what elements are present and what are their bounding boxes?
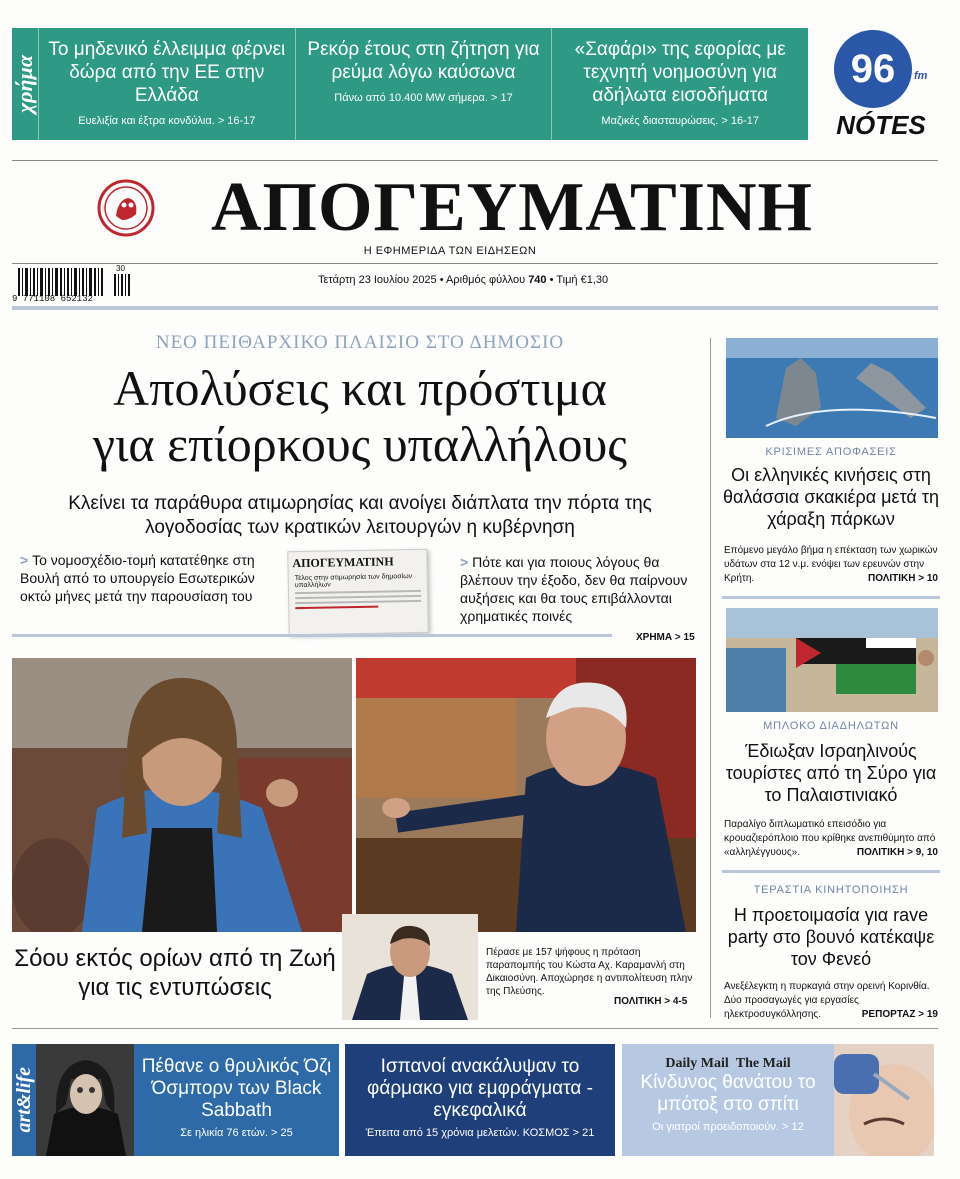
teaser-title: Το μηδενικό έλλειμμα φέρνει δώρα από την ΕΕ στην Ελλάδα — [48, 39, 286, 106]
price: €1,30 — [580, 274, 609, 286]
divider — [12, 160, 938, 161]
lead-headline-line1: Απολύσεις και πρόστιμα — [113, 360, 607, 416]
sidebar-1-kicker: ΚΡΙΣΙΜΕΣ ΑΠΟΦΑΣΕΙΣ — [765, 446, 897, 458]
bottom-teaser-1-title: Πέθανε ο θρυλικός Όζι Όσμπορν των Black Sabbath — [141, 1056, 332, 1121]
top-teaser-1[interactable] — [38, 28, 295, 140]
mini-paper-headline: Τέλος στην ατιμωρησία των δημοσίων υπαλλήλων — [294, 573, 413, 590]
issue-number: 740 — [528, 274, 547, 286]
brand-daily-mail: Daily Mail — [665, 1056, 729, 1071]
photo-speaker-man — [356, 658, 696, 932]
photo-story-caption: Πέρασε με 157 ψήφους η πρόταση παραπομπής του Κώστα Αχ. Καραμανλή στη Δικαιοσύνη. Αποχώρησε η αντιπολίτευση πλην της Πλεύσης. — [486, 947, 693, 997]
lead-deck: Κλείνει τα παράθυρα ατιμωρησίας και ανοίγει διάπλατα την πόρτα της λογοδοσίας των κρατικών λειτουργών η κυβέρνηση — [68, 493, 652, 538]
brand-the-mail: The Mail — [735, 1056, 791, 1071]
divider — [722, 596, 940, 599]
radio-logo-number: 96 — [834, 30, 912, 108]
chevron-right-icon: > — [20, 552, 33, 568]
bottom-teaser-1[interactable] — [12, 1044, 339, 1156]
photo-story-headline[interactable]: Σόου εκτός ορίων από τη Ζωή για τις εντυπώσεις — [14, 945, 336, 1001]
partner-brand — [622, 1056, 834, 1072]
top-teaser-band — [12, 28, 808, 140]
top-band-section-label: χρήμα — [12, 54, 37, 114]
lead-bullet-left: > Το νομοσχέδιο-τομή κατατέθηκε στη Βουλή από το υπουργείο Εσωτερικών οκτώ μήνες μετά την παρουσίαση του — [20, 552, 255, 604]
teaser-sub: Πάνω από 10.400 MW σήμερα. > 17 — [334, 92, 513, 104]
lead-headline[interactable] — [10, 360, 710, 472]
lead-page-ref[interactable]: ΧΡΗΜΑ > 15 — [636, 632, 695, 643]
masthead-title: ΑΠΟΓΕΥΜΑΤΙΝΗ — [211, 169, 813, 246]
masthead-subtitle: Η ΕΦΗΜΕΡΙΔΑ ΤΩΝ ΕΙΔΗΣΕΩΝ — [363, 245, 537, 257]
divider — [12, 263, 938, 264]
sidebar-1-headline[interactable]: Οι ελληνικές κινήσεις στη θαλάσσια σκακιέρα μετά τη χάραξη πάρκων — [723, 465, 939, 529]
lead-headline-line2: για επίορκους υπαλλήλους — [92, 416, 628, 472]
sidebar-1-body: Επόμενο μεγάλο βήμα η επέκταση των χωρικών υδάτων στα 12 ν.μ. ενόψει των ερευνών στην Κρήτη. ΠΟΛΙΤΙΚΗ > 10 — [724, 545, 938, 584]
photo-speaker-woman — [12, 658, 352, 932]
divider — [12, 634, 612, 637]
photo-story-page-ref[interactable]: ΠΟΛΙΤΙΚΗ > 4-5 — [614, 996, 688, 1007]
teaser-title: «Σαφάρι» της εφορίας με τεχνητή νοημοσύνη για αδήλωτα εισοδήματα — [574, 39, 786, 106]
bottom-band-section-label: art&life — [12, 1067, 35, 1133]
mini-newspaper-image — [287, 549, 428, 635]
photo-ozzy — [36, 1044, 134, 1156]
teaser-sub: Μαζικές διασταυρώσεις. > 16-17 — [601, 115, 760, 127]
radio-logo-name: NÓTES — [836, 110, 926, 140]
sidebar-2-kicker: ΜΠΛΟΚΟ ΔΙΑΔΗΛΩΤΩΝ — [763, 720, 899, 732]
divider — [722, 870, 940, 873]
radio-logo-unit: fm — [914, 70, 928, 82]
bottom-teaser-3[interactable] — [622, 1044, 934, 1156]
top-teaser-2[interactable] — [295, 28, 552, 140]
radio-logo — [826, 30, 946, 142]
issue-label: Αριθμός φύλλου — [446, 274, 526, 286]
column-divider — [710, 338, 711, 1018]
bottom-teaser-2-title: Ισπανοί ανακάλυψαν το φάρμακο για εμφράγματα - εγκεφαλικά — [367, 1056, 593, 1121]
barcode-addon: 30 — [116, 264, 125, 273]
divider — [12, 1028, 938, 1029]
sidebar-3-kicker: ΤΕΡΑΣΤΙΑ ΚΙΝΗΤΟΠΟΙΗΣΗ — [753, 884, 909, 896]
bottom-teaser-2-sub: Έπειτα από 15 χρόνια μελετών. ΚΟΣΜΟΣ > 21 — [365, 1127, 595, 1139]
dateline: Τετάρτη 23 Ιουλίου 2025 • Αριθμός φύλλου 740 • Τιμή €1,30 — [318, 274, 609, 286]
sidebar-2-headline[interactable]: Έδιωξαν Ισραηλινούς τουρίστες από τη Σύρο για το Παλαιστινιακό — [725, 741, 937, 805]
sidebar-1-page-ref[interactable]: ΠΟΛΙΤΙΚΗ > 10 — [867, 573, 938, 584]
divider — [12, 306, 938, 310]
sidebar-3-page-ref[interactable]: ΡΕΠΟΡΤΑΖ > 19 — [861, 1009, 938, 1020]
top-teaser-3[interactable] — [551, 28, 808, 140]
photo-protesters — [726, 608, 938, 712]
bottom-teaser-3-title: Κίνδυνος θανάτου το μπότοξ στο σπίτι — [640, 1072, 816, 1115]
lead-kicker: ΝΕΟ ΠΕΙΘΑΡΧΙΚΟ ΠΛΑΙΣΙΟ ΣΤΟ ΔΗΜΟΣΙΟ — [155, 332, 565, 353]
photo-warships — [726, 338, 938, 438]
owl-emblem-icon — [96, 178, 156, 238]
teaser-sub: Ευελιξία και έξτρα κονδύλια. > 16-17 — [78, 115, 256, 127]
teaser-title: Ρεκόρ έτους στη ζήτηση για ρεύμα λόγω καύσωνα — [307, 39, 540, 83]
lead-bullet-right: > Πότε και για ποιους λόγους θα βλέπουν την έξοδο, δεν θα παίρνουν αυξήσεις και θα τους επιβάλλονται χρηματικές ποινές — [460, 554, 688, 624]
photo-inset-man — [342, 914, 478, 1020]
sidebar-3-body: Ανεξέλεγκτη η πυρκαγιά στην ορεινή Κορινθία. Δύο προσαγωγές για εργασίες ηλεκτροσυγκόλλησης. ΡΕΠΟΡΤΑΖ > 19 — [724, 981, 938, 1020]
sidebar-2-page-ref[interactable]: ΠΟΛΙΤΙΚΗ > 9, 10 — [856, 847, 938, 858]
chevron-right-icon: > — [460, 554, 473, 570]
photo-botox-injection — [834, 1044, 934, 1156]
bottom-teaser-2[interactable] — [345, 1044, 615, 1156]
barcode-number: 9 771108 652132 — [12, 294, 94, 304]
issue-date: Τετάρτη 23 Ιουλίου 2025 — [318, 274, 437, 286]
bottom-teaser-1-sub: Σε ηλικία 76 ετών. > 25 — [180, 1127, 293, 1139]
bottom-teaser-3-sub: Οι γιατροί προειδοποιούν. > 12 — [652, 1121, 804, 1133]
sidebar-3-headline[interactable]: Η προετοιμασία για rave party στο βουνό κατέκαψε τον Φενεό — [727, 905, 935, 969]
price-label: Τιμή — [556, 274, 578, 286]
sidebar-2-body: Παραλίγο διπλωματικό επεισόδιο για κρουαζιερόπλοιο που κρίθηκε ανεπιθύμητο από «αλληλέγγυους». ΠΟΛΙΤΙΚΗ > 9, 10 — [724, 819, 938, 858]
mini-paper-title: ΑΠΟΓΕΥΜΑΤΙΝΗ — [292, 554, 394, 571]
